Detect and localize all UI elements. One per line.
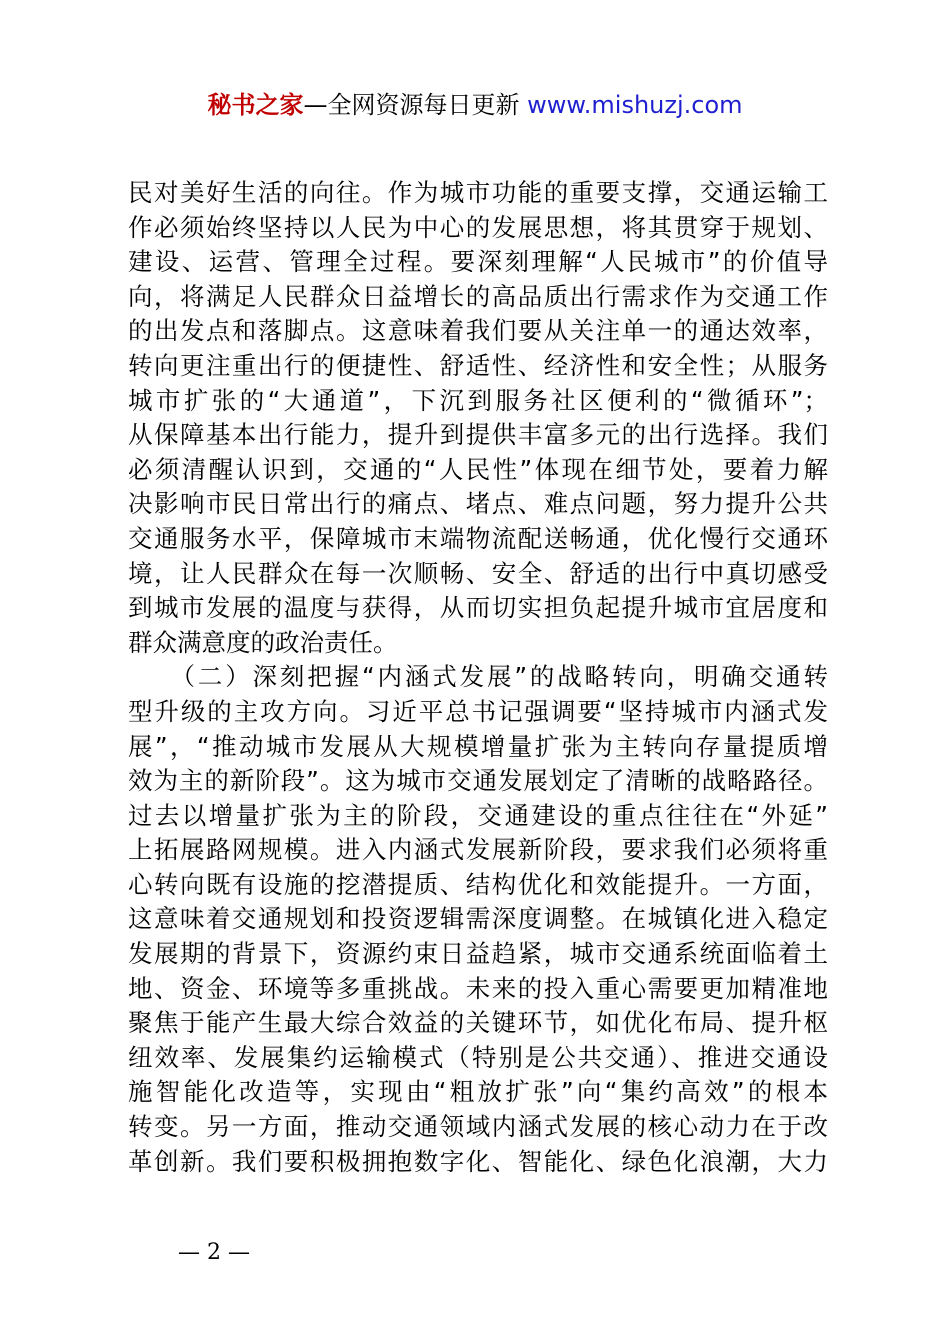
body-line: 转变。另一方面，推动交通领域内涵式发展的核心动力在于改 (128, 1112, 828, 1142)
body-line: 革创新。我们要积极拥抱数字化、智能化、绿色化浪潮，大力 (128, 1146, 828, 1176)
body-line: 作必须始终坚持以人民为中心的发展思想，将其贯穿于规划、 (128, 212, 828, 242)
body-line: 到城市发展的温度与获得，从而切实担负起提升城市宜居度和 (128, 593, 828, 623)
body-line: 境，让人民群众在每一次顺畅、安全、舒适的出行中真切感受 (128, 558, 828, 588)
body-line: 交通服务水平，保障城市末端物流配送畅通，优化慢行交通环 (128, 523, 828, 553)
page-number: — 2 — (178, 1240, 250, 1265)
body-line: 城市扩张的“大通道”，下沉到服务社区便利的“微循环”； (128, 385, 828, 415)
body-line: 这意味着交通规划和投资逻辑需深度调整。在城镇化进入稳定 (128, 904, 828, 934)
site-header (0, 88, 950, 122)
brand-name: 秘书之家 (207, 91, 304, 119)
body-line: 建设、运营、管理全过程。要深刻理解“人民城市”的价值导 (128, 247, 828, 277)
body-line: 上拓展路网规模。进入内涵式发展新阶段，要求我们必须将重 (128, 835, 828, 865)
body-line: 地、资金、环境等多重挑战。未来的投入重心需要更加精准地 (128, 973, 828, 1003)
body-line: 效为主的新阶段”。这为城市交通发展划定了清晰的战略路径。 (128, 766, 828, 796)
body-line: 聚焦于能产生最大综合效益的关键环节，如优化布局、提升枢 (128, 1008, 828, 1038)
body-line: 纽效率、发展集约运输模式（特别是公共交通）、推进交通设 (128, 1042, 828, 1072)
body-line: 施智能化改造等，实现由“粗放扩张”向“集约高效”的根本 (128, 1077, 828, 1107)
body-line: 必须清醒认识到，交通的“人民性”体现在细节处，要着力解 (128, 454, 828, 484)
body-line: 转向更注重出行的便捷性、舒适性、经济性和安全性；从服务 (128, 350, 828, 380)
body-line: 从保障基本出行能力，提升到提供丰富多元的出行选择。我们 (128, 420, 828, 450)
header-url[interactable]: www.mishuzj.com (527, 91, 743, 119)
body-line: 的出发点和落脚点。这意味着我们要从关注单一的通达效率， (128, 316, 828, 346)
body-line: 型升级的主攻方向。习近平总书记强调要“坚持城市内涵式发 (128, 696, 828, 726)
body-line: （二）深刻把握“内涵式发展”的战略转向，明确交通转 (128, 662, 828, 692)
body-line: 决影响市民日常出行的痛点、堵点、难点问题，努力提升公共 (128, 489, 828, 519)
body-line: 展”，“推动城市发展从大规模增量扩张为主转向存量提质增 (128, 731, 828, 761)
document-body (128, 176, 828, 1179)
body-line: 向，将满足人民群众日益增长的高品质出行需求作为交通工作 (128, 281, 828, 311)
body-line: 过去以增量扩张为主的阶段，交通建设的重点往往在“外延” (128, 800, 828, 830)
header-tagline: —全网资源每日更新 (303, 91, 528, 119)
body-line: 群众满意度的政治责任。 (128, 627, 398, 657)
body-line: 发展期的背景下，资源约束日益趋紧，城市交通系统面临着土 (128, 939, 828, 969)
body-line: 心转向既有设施的挖潜提质、结构优化和效能提升。一方面， (128, 869, 828, 899)
body-line: 民对美好生活的向往。作为城市功能的重要支撑，交通运输工 (128, 178, 828, 207)
